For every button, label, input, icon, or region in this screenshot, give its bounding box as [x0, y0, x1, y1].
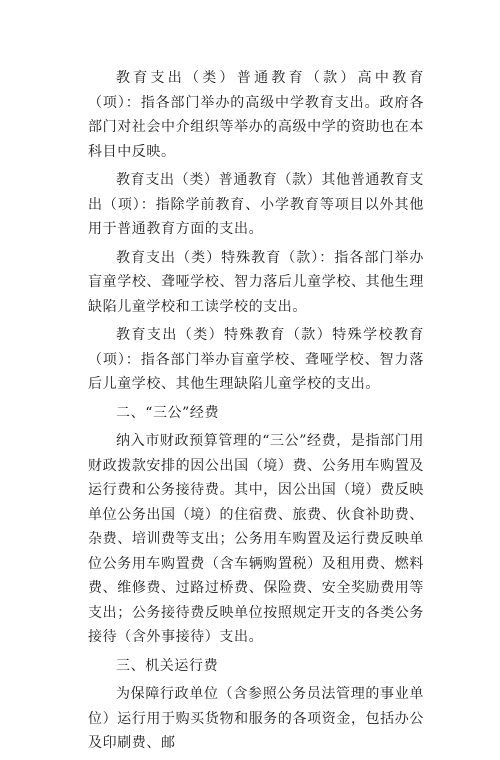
paragraph-special-education: 教育支出（类）特殊教育（款）：指各部门举办盲童学校、聋哑学校、智力落后儿童学校、其他生理缺陷儿童学校和工读学校的支出。: [88, 249, 424, 315]
paragraph-other-general-education: 教育支出（类）普通教育（款）其他普通教育支出（项）：指除学前教育、小学教育等项目以外其他用于普通教育方面的支出。: [88, 172, 424, 237]
paragraph-special-school-education: 教育支出（类）特殊教育（款）特殊学校教育（项）：指各部门举办盲童学校、聋哑学校、智力落后儿童学校、其他生理缺陷儿童学校的支出。: [88, 327, 424, 392]
section-heading-operating-expenses: 三、机关运行费: [116, 657, 219, 674]
section-heading-three-public-expenses: 二、“三公”经费: [116, 404, 220, 421]
paragraph-operating-expenses: 为保障行政单位（含参照公务员法管理的事业单位）运行用于购买货物和服务的各项资金，包括办公及印刷费、邮: [88, 686, 424, 751]
document-body: [88, 66, 424, 760]
paragraph-three-public-expenses: 纳入市财政预算管理的“三公”经费，是指部门用财政拨款安排的因公出国（境）费、公务用车购置及运行费和公务接待费。其中，因公出国（境）费反映单位公务出国（境）的住宿费、旅费、伙食补助费、杂费、培训费等支出；公务用车购置及运行费反映单位公务用车购置费（含车辆购置税）及租用费、燃料费、维修费、过路过桥费、保险费、安全奖励费用等支出；公务接待费反映单位按照规定开支的各类公务接待（含外事接待）支出。: [88, 433, 424, 645]
paragraph-high-school-education: 教育支出（类）普通教育（款）高中教育（项）：指各部门举办的高级中学教育支出。政府各部门对社会中介组织等举办的高级中学的资助也在本科目中反映。: [88, 70, 424, 160]
